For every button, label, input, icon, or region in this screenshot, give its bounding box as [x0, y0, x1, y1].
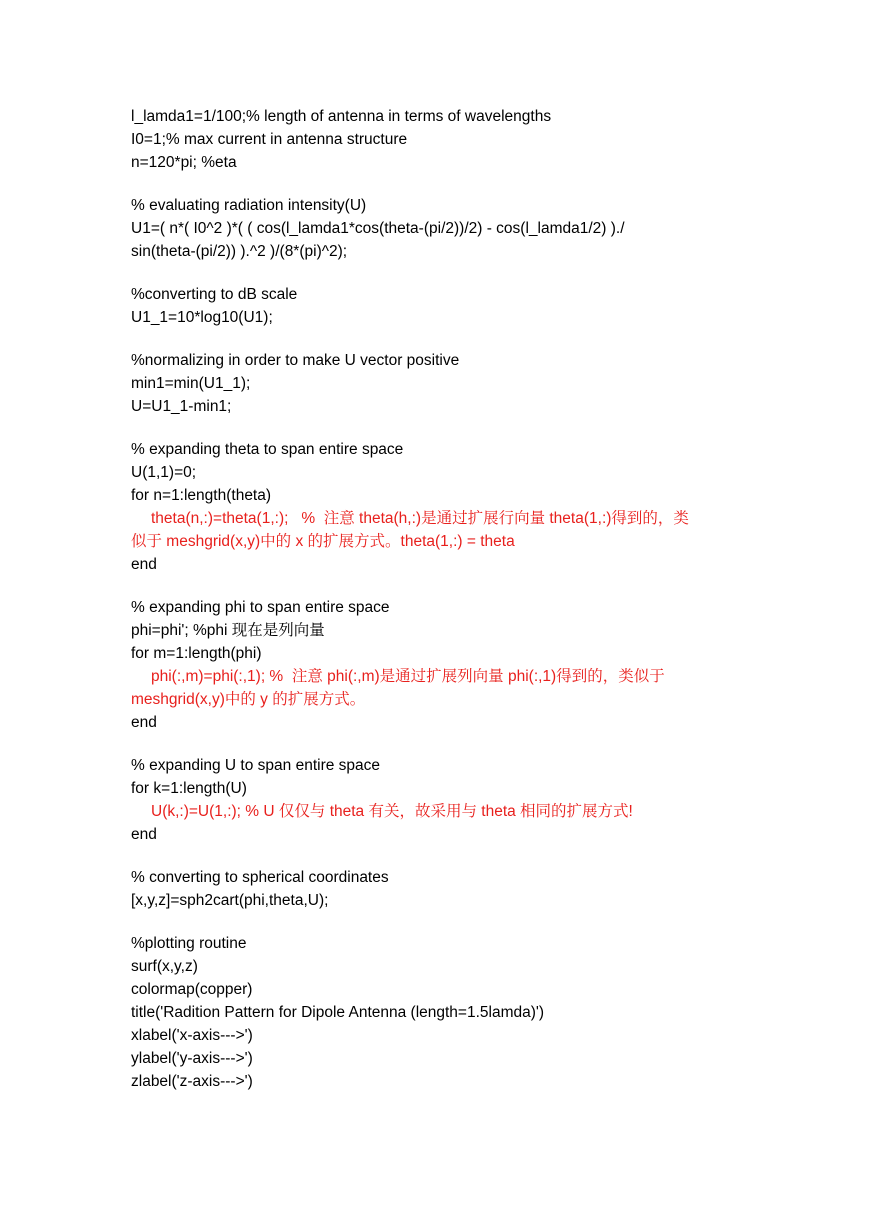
code-line: for m=1:length(phi): [131, 645, 262, 662]
code-comment: % converting to spherical coordinates: [131, 869, 389, 886]
code-comment: % expanding theta to span entire space: [131, 441, 404, 458]
code-comment: % evaluating radiation intensity(U): [131, 197, 367, 214]
code-line: n=120*pi; %eta: [131, 154, 237, 171]
code-line: title('Radition Pattern for Dipole Antenna (length=1.5lamda)'): [131, 1004, 545, 1021]
code-line: colormap(copper): [131, 981, 253, 998]
code-line: end: [131, 826, 157, 843]
blank-line: [131, 734, 751, 754]
code-line: sin(theta-(pi/2)) ).^2 )/(8*(pi)^2);: [131, 243, 348, 260]
code-line: I0=1;% max current in antenna structure: [131, 131, 408, 148]
code-line: zlabel('z-axis--->'): [131, 1073, 253, 1090]
blank-line: [131, 576, 751, 596]
annotation-continuation: meshgrid(x,y)中的 y 的扩展方式。: [131, 691, 366, 708]
code-comment: %plotting routine: [131, 935, 247, 952]
code-line: phi=phi'; %phi 现在是列向量: [131, 622, 325, 639]
code-line: [x,y,z]=sph2cart(phi,theta,U);: [131, 892, 329, 909]
blank-line: [131, 174, 751, 194]
code-line: xlabel('x-axis--->'): [131, 1027, 253, 1044]
blank-line: [131, 418, 751, 438]
annotated-code-line: phi(:,m)=phi(:,1); % 注意 phi(:,m)是通过扩展列向量 phi(:,1)得到的，类似于: [151, 668, 665, 685]
code-line: ylabel('y-axis--->'): [131, 1050, 253, 1067]
matlab-code-block: [131, 105, 751, 1093]
blank-line: [131, 912, 751, 932]
code-line: U=U1_1-min1;: [131, 398, 232, 415]
annotated-code-line: U(k,:)=U(1,:); % U 仅仅与 theta 有关，故采用与 theta 相同的扩展方式!: [151, 803, 633, 820]
code-line: l_lamda1=1/100;% length of antenna in terms of wavelengths: [131, 108, 552, 125]
annotated-code-line: theta(n,:)=theta(1,:); % 注意 theta(h,:)是通过扩展行向量 theta(1,:)得到的，类: [151, 510, 689, 527]
code-comment: %normalizing in order to make U vector positive: [131, 352, 460, 369]
code-line: surf(x,y,z): [131, 958, 198, 975]
code-comment: %converting to dB scale: [131, 286, 298, 303]
code-comment: % expanding U to span entire space: [131, 757, 381, 774]
blank-line: [131, 846, 751, 866]
code-line: end: [131, 714, 157, 731]
blank-line: [131, 329, 751, 349]
code-line: min1=min(U1_1);: [131, 375, 251, 392]
code-line: U1_1=10*log10(U1);: [131, 309, 273, 326]
code-comment: % expanding phi to span entire space: [131, 599, 390, 616]
annotation-continuation: 似于 meshgrid(x,y)中的 x 的扩展方式。theta(1,:) = theta: [131, 533, 515, 550]
blank-line: [131, 263, 751, 283]
code-line: U1=( n*( I0^2 )*( ( cos(l_lamda1*cos(theta-(pi/2))/2) - cos(l_lamda1/2) )./: [131, 220, 625, 237]
code-line: for n=1:length(theta): [131, 487, 272, 504]
code-line: U(1,1)=0;: [131, 464, 197, 481]
code-line: end: [131, 556, 157, 573]
code-line: for k=1:length(U): [131, 780, 247, 797]
